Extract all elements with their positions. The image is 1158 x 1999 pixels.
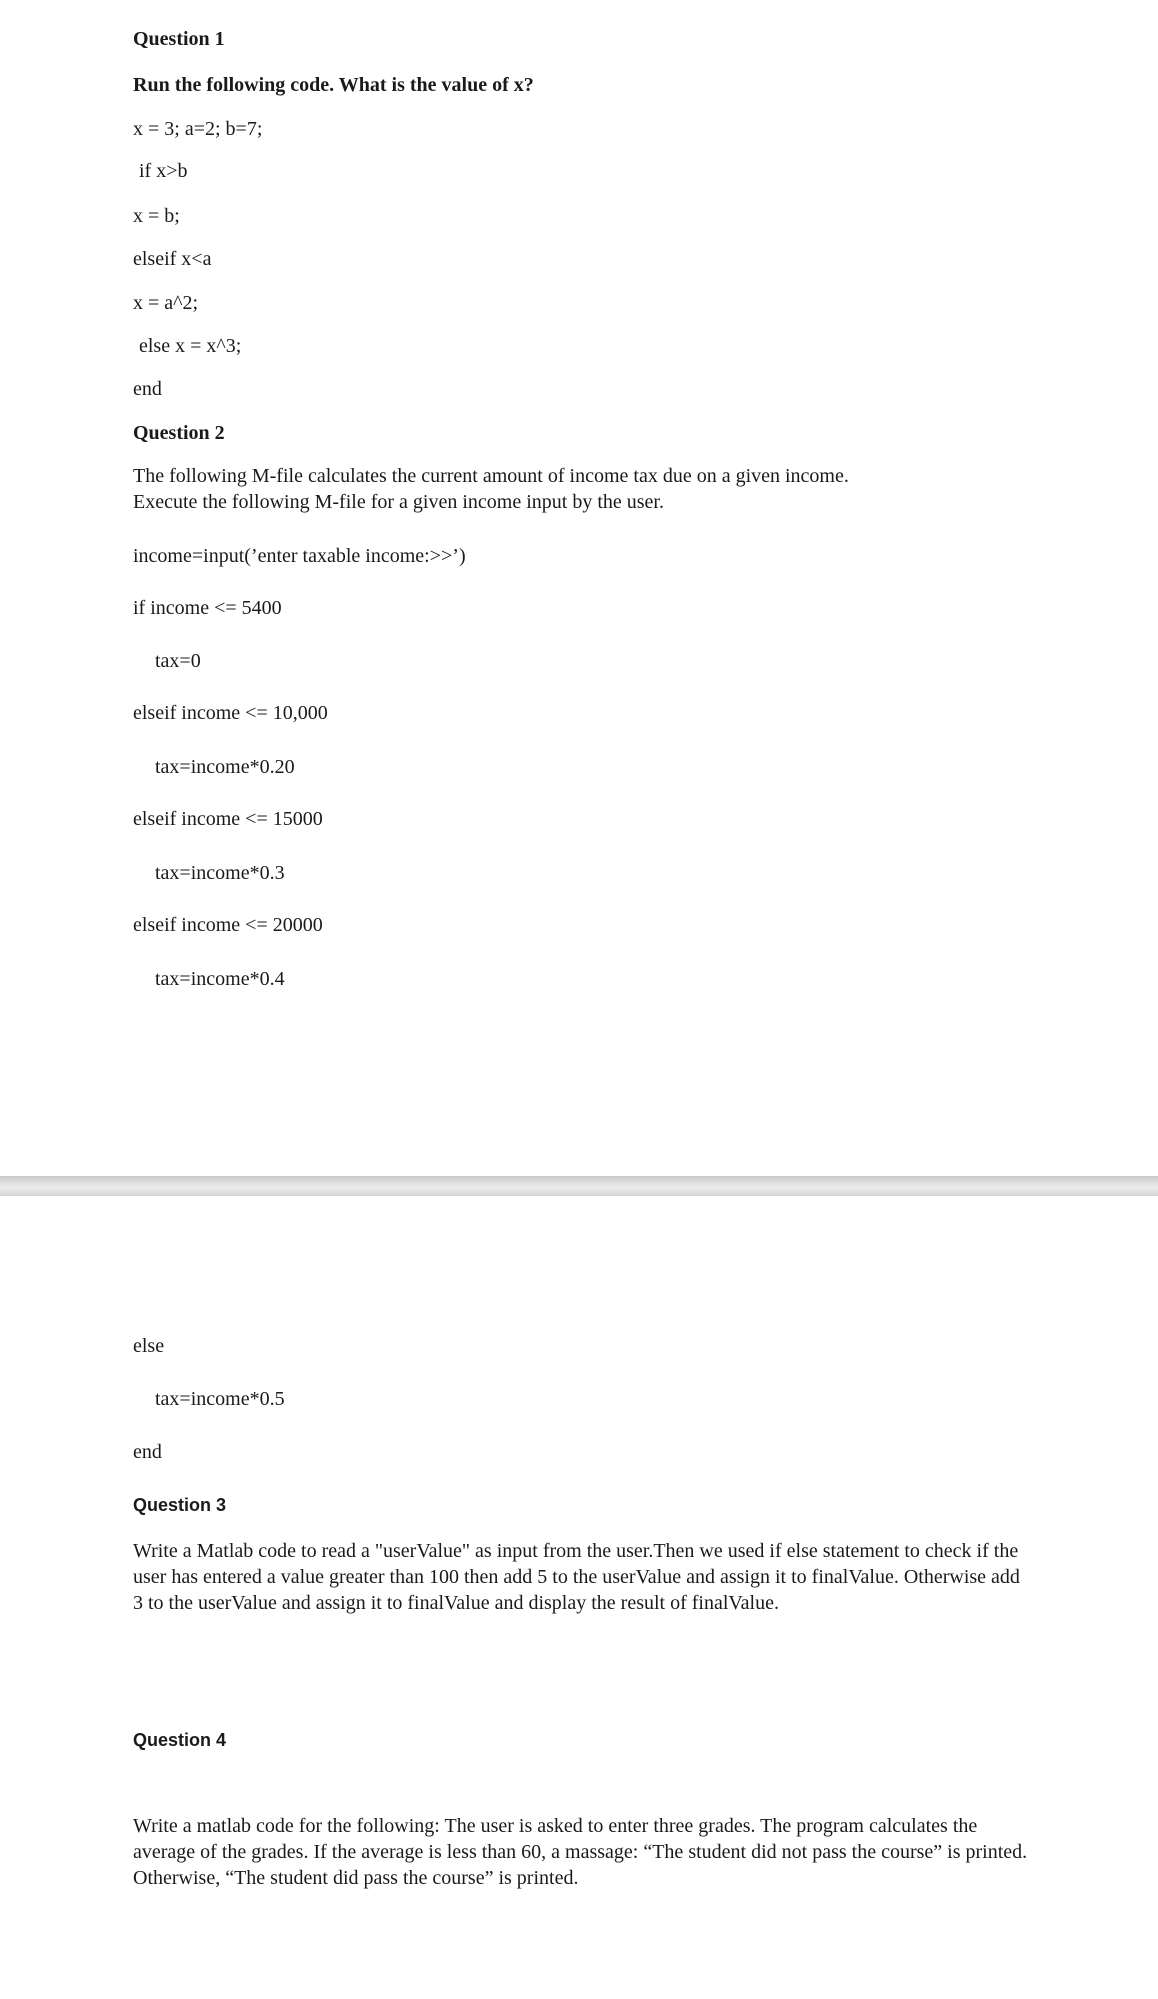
page-separator <box>0 1176 1158 1196</box>
q1-code-line: if x>b <box>139 160 188 182</box>
q2-code-line: elseif income <= 10,000 <box>133 702 328 724</box>
q2-code-line: else <box>133 1335 165 1357</box>
q2-code-line: tax=income*0.20 <box>155 756 295 778</box>
q2-code-line: if income <= 5400 <box>133 597 282 619</box>
page-2 <box>0 1196 1158 1999</box>
q1-code-line: else x = x^3; <box>139 335 242 357</box>
q2-code-line: elseif income <= 15000 <box>133 808 323 830</box>
q2-code-line: tax=income*0.4 <box>155 968 285 990</box>
q2-code-line: tax=income*0.3 <box>155 862 285 884</box>
q2-description-line: The following M-file calculates the current amount of income tax due on a given income. <box>133 465 849 487</box>
q2-description-line: Execute the following M-file for a given income input by the user. <box>133 491 664 513</box>
q1-code-line: end <box>133 378 162 400</box>
q3-heading: Question 3 <box>133 1495 227 1515</box>
q2-heading: Question 2 <box>133 422 225 444</box>
q2-code-line: tax=income*0.5 <box>155 1388 285 1410</box>
q1-code-line: x = 3; a=2; b=7; <box>133 118 263 140</box>
q4-text: Write a matlab code for the following: The user is asked to enter three grades. The program calculates the average of the grades. If the average is less than 60, a massage: “The student did not pass the course” is printed. Otherwise, “The student did pass the course” is printed. <box>133 1815 1028 1889</box>
q4-heading: Question 4 <box>133 1730 227 1750</box>
q1-code-line: x = b; <box>133 205 180 227</box>
q1-heading: Question 1 <box>133 28 225 50</box>
q2-code-line: income=input(’enter taxable income:>>’) <box>133 545 466 567</box>
q1-code-line: x = a^2; <box>133 292 199 314</box>
q2-code-line: tax=0 <box>155 650 201 672</box>
q3-text: Write a Matlab code to read a "userValue" as input from the user.Then we used if else statement to check if the user has entered a value greater than 100 then add 5 to the userValue and assign it to finalValue. Otherwise add 3 to the userValue and assign it to finalValue and display the result of finalValue. <box>133 1540 1020 1614</box>
q1-code-line: elseif x<a <box>133 248 212 270</box>
q1-prompt: Run the following code. What is the value of x? <box>133 74 534 96</box>
q2-code-line: end <box>133 1441 162 1463</box>
q2-code-line: elseif income <= 20000 <box>133 914 323 936</box>
